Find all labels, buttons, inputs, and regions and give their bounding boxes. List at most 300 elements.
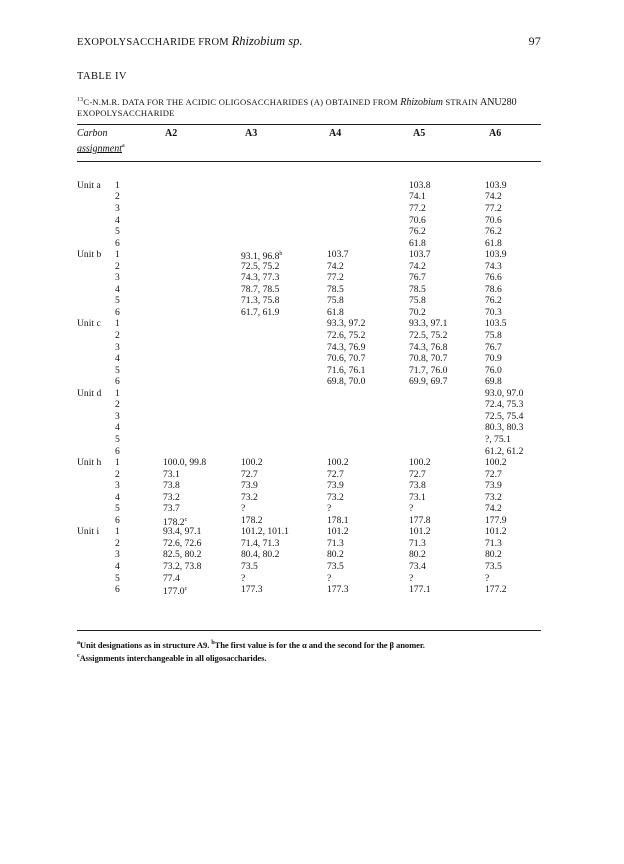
cell-a4-value: 72.6, 75.2 bbox=[327, 330, 366, 341]
table-row bbox=[77, 561, 541, 572]
table-row bbox=[77, 376, 541, 387]
cell-pos bbox=[115, 561, 120, 572]
cell-a6 bbox=[485, 330, 502, 341]
cell-a6 bbox=[485, 492, 502, 503]
cell-a5 bbox=[409, 180, 431, 191]
cell-a5-value: ? bbox=[409, 503, 414, 515]
cell-a6-value: 103.9 bbox=[485, 179, 507, 191]
cell-pos-value: 4 bbox=[115, 353, 120, 365]
cell-a3-value: 178.2 bbox=[241, 514, 263, 526]
cell-a6-value: 101.2 bbox=[485, 526, 507, 538]
cell-a6-value: ?, 75.1 bbox=[485, 433, 511, 445]
cell-a2-value: 73.2 bbox=[163, 491, 180, 503]
table-row bbox=[77, 549, 541, 560]
cell-a4-value: 69.8, 70.0 bbox=[327, 376, 366, 388]
cell-a4 bbox=[327, 480, 344, 491]
cell-a6-value: 76.6 bbox=[485, 272, 502, 284]
cell-a6 bbox=[485, 526, 507, 537]
cell-pos bbox=[115, 434, 120, 445]
cell-pos-value: 3 bbox=[115, 480, 120, 492]
cell-a6-value: 93.0, 97.0 bbox=[485, 387, 524, 399]
cell-a3 bbox=[241, 573, 245, 584]
cell-a2 bbox=[163, 538, 201, 549]
cell-a6 bbox=[485, 469, 502, 480]
cell-a5 bbox=[409, 469, 426, 480]
cell-a6-value: 80.3, 80.3 bbox=[485, 422, 524, 434]
cell-a6-value: 61.2, 61.2 bbox=[485, 445, 524, 457]
cell-a2-value: 73.1 bbox=[163, 468, 180, 480]
cell-a6-value: 103.5 bbox=[485, 318, 507, 330]
cell-a3-value: 101.2, 101.1 bbox=[241, 526, 289, 538]
cell-a6-value: 70.3 bbox=[485, 306, 502, 318]
table-row bbox=[77, 203, 541, 214]
cell-a2 bbox=[163, 549, 201, 560]
cell-a5-value: 73.4 bbox=[409, 561, 426, 572]
cell-a5-value: 74.1 bbox=[409, 191, 426, 203]
cell-a5 bbox=[409, 353, 447, 364]
cell-a6 bbox=[485, 365, 502, 376]
cell-a3-value: 78.7, 78.5 bbox=[241, 283, 280, 295]
cell-pos bbox=[115, 307, 120, 318]
cell-a5-value: 73.8 bbox=[409, 480, 426, 492]
running-title-genus: Rhizobium sp. bbox=[231, 34, 303, 48]
cell-unit bbox=[77, 526, 99, 537]
cell-a5 bbox=[409, 295, 426, 306]
table-row bbox=[77, 295, 541, 306]
cell-a6 bbox=[485, 422, 523, 433]
cell-pos bbox=[115, 238, 120, 249]
cell-pos-value: 3 bbox=[115, 272, 120, 284]
cell-a3-value: ? bbox=[241, 572, 246, 584]
cell-a3-value: ? bbox=[241, 503, 246, 515]
cell-a5 bbox=[409, 561, 426, 572]
cell-a5 bbox=[409, 272, 426, 283]
cell-pos bbox=[115, 526, 120, 537]
cell-a2-value: 177.0 bbox=[163, 586, 185, 598]
cell-a5 bbox=[409, 330, 447, 341]
cell-a6 bbox=[485, 342, 502, 353]
cell-a4-value: 74.2 bbox=[327, 260, 344, 272]
cell-a3 bbox=[241, 480, 258, 491]
footnote-a-mark: a bbox=[77, 639, 80, 646]
cell-pos-value: 4 bbox=[115, 214, 120, 226]
cell-a3 bbox=[241, 307, 279, 318]
cell-a4 bbox=[327, 526, 349, 537]
cell-a5-value: 76.7 bbox=[409, 272, 426, 284]
footnote-b-mark: b bbox=[211, 639, 215, 646]
cell-a3-value: 73.9 bbox=[241, 480, 258, 492]
cell-a4 bbox=[327, 503, 331, 514]
cell-a4 bbox=[327, 342, 365, 353]
cell-a2 bbox=[163, 573, 180, 584]
table-row bbox=[77, 399, 541, 410]
cell-pos-value: 6 bbox=[115, 514, 120, 526]
cell-a4-value: 74.3, 76.9 bbox=[327, 341, 366, 353]
header-a6: A6 bbox=[489, 127, 502, 139]
table-row bbox=[77, 272, 541, 283]
cell-a4 bbox=[327, 318, 365, 329]
cell-a5-value: 100.2 bbox=[409, 457, 431, 469]
cell-a6-value: 74.3 bbox=[485, 260, 502, 272]
cell-pos bbox=[115, 422, 120, 433]
cell-a4 bbox=[327, 492, 344, 503]
cell-a6-value: 69.8 bbox=[485, 376, 502, 388]
cell-a2 bbox=[163, 492, 180, 503]
cell-a3-value: 71.4, 71.3 bbox=[241, 537, 280, 549]
cell-a5 bbox=[409, 457, 431, 468]
cell-pos-value: 2 bbox=[115, 330, 120, 341]
cell-a5-value: 74.3, 76.8 bbox=[409, 341, 448, 353]
cell-pos-value: 5 bbox=[115, 572, 120, 584]
cell-pos bbox=[115, 503, 120, 514]
cell-footnote-mark: b bbox=[279, 251, 283, 258]
cell-a5-value: 75.8 bbox=[409, 295, 426, 307]
caption-superscript: 13 bbox=[77, 97, 84, 103]
cell-pos-value: 5 bbox=[115, 503, 120, 515]
cell-a6-value: 72.5, 75.4 bbox=[485, 410, 524, 422]
cell-a4-value: 103.7 bbox=[327, 249, 349, 261]
cell-a4 bbox=[327, 330, 365, 341]
cell-a3-value: 177.3 bbox=[241, 584, 263, 596]
cell-a6 bbox=[485, 538, 502, 549]
cell-a6-value: 78.6 bbox=[485, 283, 502, 295]
cell-a2-value: 73.8 bbox=[163, 480, 180, 492]
cell-a3 bbox=[241, 457, 263, 468]
cell-a6-value: 103.9 bbox=[485, 249, 507, 261]
cell-a6-value: ? bbox=[485, 572, 490, 584]
cell-pos-value: 5 bbox=[115, 364, 120, 376]
cell-a6 bbox=[485, 238, 502, 249]
cell-pos bbox=[115, 573, 120, 584]
caption-genus: Rhizobium bbox=[400, 96, 444, 108]
cell-a4 bbox=[327, 515, 349, 526]
cell-a3 bbox=[241, 492, 258, 503]
cell-a6 bbox=[485, 284, 502, 295]
table-row bbox=[77, 411, 541, 422]
cell-a5-value: 70.6 bbox=[409, 214, 426, 226]
cell-a6-value: 70.6 bbox=[485, 214, 502, 226]
cell-pos bbox=[115, 272, 120, 283]
cell-pos-value: 1 bbox=[115, 249, 120, 261]
cell-a6-value: 70.9 bbox=[485, 353, 502, 365]
cell-a3-value: 93.1, 96.8 bbox=[241, 251, 280, 263]
cell-a4-value: 77.2 bbox=[327, 272, 344, 284]
cell-pos bbox=[115, 411, 120, 422]
cell-a6 bbox=[485, 307, 502, 318]
table-row bbox=[77, 492, 541, 503]
cell-unit-value: Unit i bbox=[77, 526, 100, 538]
cell-a3 bbox=[241, 503, 245, 514]
cell-pos bbox=[115, 549, 120, 560]
cell-pos bbox=[115, 318, 120, 329]
cell-a6-value: 73.5 bbox=[485, 561, 502, 572]
cell-a6 bbox=[485, 573, 489, 584]
cell-a3 bbox=[241, 272, 279, 283]
cell-a6-value: 71.3 bbox=[485, 537, 502, 549]
cell-a5 bbox=[409, 376, 447, 387]
cell-a6-value: 177.2 bbox=[485, 584, 507, 596]
cell-a5-value: 61.8 bbox=[409, 237, 426, 249]
cell-a6-value: 76.0 bbox=[485, 364, 502, 376]
cell-pos-value: 6 bbox=[115, 306, 120, 318]
cell-a3 bbox=[241, 284, 279, 295]
cell-a5-value: 93.3, 97.1 bbox=[409, 318, 448, 330]
cell-a4 bbox=[327, 284, 344, 295]
footnote-c-text: Assignments interchangeable in all oligosaccharides. bbox=[79, 652, 267, 663]
cell-pos-value: 1 bbox=[115, 457, 120, 469]
cell-a6 bbox=[485, 180, 507, 191]
cell-unit bbox=[77, 180, 101, 191]
cell-a5 bbox=[409, 261, 426, 272]
cell-pos-value: 2 bbox=[115, 468, 120, 480]
cell-pos-value: 5 bbox=[115, 226, 120, 238]
cell-a4 bbox=[327, 376, 365, 387]
cell-a3 bbox=[241, 584, 263, 595]
cell-a6-value: 72.4, 75.3 bbox=[485, 399, 524, 411]
cell-a4-value: ? bbox=[327, 572, 332, 584]
cell-a6-value: 74.2 bbox=[485, 503, 502, 515]
cell-a5 bbox=[409, 238, 426, 249]
header-carbon-assignment bbox=[77, 128, 125, 155]
cell-a3-value: 73.2 bbox=[241, 491, 258, 503]
cell-a6 bbox=[485, 249, 507, 260]
table-row bbox=[77, 573, 541, 584]
cell-a5 bbox=[409, 365, 447, 376]
cell-a6-value: 76.2 bbox=[485, 226, 502, 238]
cell-a6-value: 80.2 bbox=[485, 549, 502, 561]
cell-pos bbox=[115, 365, 120, 376]
table-row bbox=[77, 584, 541, 598]
cell-pos-value: 1 bbox=[115, 526, 120, 538]
running-head bbox=[77, 34, 541, 49]
cell-pos bbox=[115, 249, 120, 260]
cell-a5 bbox=[409, 503, 413, 514]
table-row bbox=[77, 388, 541, 399]
header-carbon-line1: Carbon bbox=[77, 127, 108, 139]
table-row bbox=[77, 238, 541, 249]
table-row bbox=[77, 307, 541, 318]
cell-a3-value: 72.5, 75.2 bbox=[241, 260, 280, 272]
cell-a3 bbox=[241, 469, 258, 480]
cell-a6 bbox=[485, 584, 507, 595]
cell-a4-value: 73.5 bbox=[327, 561, 344, 572]
cell-pos-value: 5 bbox=[115, 295, 120, 307]
cell-a5-value: 74.2 bbox=[409, 260, 426, 272]
cell-pos-value: 5 bbox=[115, 433, 120, 445]
cell-a4-value: 101.2 bbox=[327, 526, 349, 538]
cell-pos-value: 6 bbox=[115, 376, 120, 388]
cell-a5 bbox=[409, 538, 426, 549]
footnote-b-text: The first value is for the α and the second for the β anomer. bbox=[214, 639, 425, 650]
cell-a5 bbox=[409, 549, 426, 560]
cell-a4-value: 80.2 bbox=[327, 549, 344, 561]
cell-pos bbox=[115, 399, 120, 410]
cell-pos bbox=[115, 295, 120, 306]
cell-pos-value: 3 bbox=[115, 341, 120, 353]
cell-a5-value: 70.8, 70.7 bbox=[409, 353, 448, 365]
cell-pos bbox=[115, 515, 120, 526]
cell-a6-value: 77.2 bbox=[485, 202, 502, 214]
cell-a5-value: 101.2 bbox=[409, 526, 431, 538]
cell-a2-value: 82.5, 80.2 bbox=[163, 549, 202, 561]
cell-a2 bbox=[163, 457, 206, 468]
cell-a6 bbox=[485, 515, 507, 526]
cell-a6 bbox=[485, 549, 502, 560]
cell-a5 bbox=[409, 573, 413, 584]
cell-a2 bbox=[163, 469, 180, 480]
header-carbon-line2: assignment bbox=[77, 143, 122, 155]
cell-a4-value: 71.6, 76.1 bbox=[327, 364, 366, 376]
cell-a5 bbox=[409, 284, 426, 295]
running-title-caps: EXOPOLYSACCHARIDE FROM bbox=[77, 37, 232, 48]
cell-pos-value: 2 bbox=[115, 260, 120, 272]
cell-a3 bbox=[241, 549, 279, 560]
cell-pos-value: 4 bbox=[115, 561, 120, 572]
journal-page bbox=[77, 34, 541, 664]
cell-a3 bbox=[241, 261, 279, 272]
cell-pos-value: 2 bbox=[115, 191, 120, 203]
cell-unit-value: Unit d bbox=[77, 387, 102, 399]
cell-a6 bbox=[485, 434, 511, 445]
cell-pos bbox=[115, 457, 120, 468]
cell-a5 bbox=[409, 307, 426, 318]
cell-pos bbox=[115, 203, 120, 214]
cell-a2 bbox=[163, 503, 180, 514]
cell-a3-value: 100.2 bbox=[241, 457, 263, 469]
cell-a3-value: 71.3, 75.8 bbox=[241, 295, 280, 307]
caption-text-strain: STRAIN bbox=[443, 96, 480, 107]
cell-a4-value: 177.3 bbox=[327, 584, 349, 596]
cell-pos-value: 1 bbox=[115, 387, 120, 399]
cell-pos bbox=[115, 191, 120, 202]
table-row bbox=[77, 422, 541, 433]
cell-a6-value: 76.7 bbox=[485, 341, 502, 353]
cell-pos-value: 3 bbox=[115, 549, 120, 561]
cell-a6 bbox=[485, 446, 523, 457]
cell-a6-value: 76.2 bbox=[485, 295, 502, 307]
cell-a5-value: 70.2 bbox=[409, 306, 426, 318]
cell-a3 bbox=[241, 561, 258, 572]
cell-a2-value: 73.2, 73.8 bbox=[163, 561, 202, 572]
cell-a5 bbox=[409, 526, 431, 537]
cell-a4-value: 61.8 bbox=[327, 306, 344, 318]
table-row bbox=[77, 318, 541, 329]
cell-a2-value: 73.7 bbox=[163, 503, 180, 515]
header-carbon-footnote-mark: a bbox=[122, 142, 125, 149]
cell-a6 bbox=[485, 215, 502, 226]
table-row bbox=[77, 434, 541, 445]
cell-a5-value: 103.7 bbox=[409, 249, 431, 261]
cell-unit-value: Unit h bbox=[77, 457, 102, 469]
cell-pos bbox=[115, 469, 120, 480]
cell-pos-value: 6 bbox=[115, 237, 120, 249]
cell-pos bbox=[115, 215, 120, 226]
cell-a5 bbox=[409, 480, 426, 491]
caption-text-end: EXOPOLYSACCHARIDE bbox=[77, 107, 175, 118]
header-a2: A2 bbox=[165, 127, 178, 139]
cell-pos bbox=[115, 388, 120, 399]
table-row bbox=[77, 342, 541, 353]
cell-a4 bbox=[327, 469, 344, 480]
cell-a4 bbox=[327, 561, 344, 572]
cell-a5-value: 78.5 bbox=[409, 283, 426, 295]
cell-footnote-mark: c bbox=[184, 516, 188, 523]
cell-a5 bbox=[409, 215, 426, 226]
cell-a2-value: 72.6, 72.6 bbox=[163, 537, 202, 549]
cell-a6 bbox=[485, 376, 502, 387]
cell-a6 bbox=[485, 203, 502, 214]
cell-pos bbox=[115, 538, 120, 549]
table-caption bbox=[77, 95, 541, 119]
cell-pos bbox=[115, 584, 120, 595]
cell-pos-value: 2 bbox=[115, 537, 120, 549]
cell-a5 bbox=[409, 342, 447, 353]
table-row bbox=[77, 526, 541, 537]
cell-a3-value: 72.7 bbox=[241, 468, 258, 480]
cell-a5-value: 103.8 bbox=[409, 179, 431, 191]
cell-pos-value: 3 bbox=[115, 410, 120, 422]
cell-a6-value: 72.7 bbox=[485, 468, 502, 480]
cell-pos-value: 6 bbox=[115, 445, 120, 457]
table-row bbox=[77, 480, 541, 491]
cell-a3 bbox=[241, 515, 263, 526]
cell-a3-value: 61.7, 61.9 bbox=[241, 306, 280, 318]
cell-pos bbox=[115, 492, 120, 503]
cell-a4-value: 178.1 bbox=[327, 514, 349, 526]
caption-text: C-N.M.R. DATA FOR THE ACIDIC OLIGOSACCHARIDES (A) OBTAINED FROM bbox=[83, 96, 401, 107]
running-title bbox=[77, 34, 303, 49]
cell-pos bbox=[115, 480, 120, 491]
cell-pos-value: 4 bbox=[115, 422, 120, 434]
cell-pos bbox=[115, 376, 120, 387]
cell-a6-value: 74.2 bbox=[485, 191, 502, 203]
cell-a6-value: 100.2 bbox=[485, 457, 507, 469]
cell-pos bbox=[115, 180, 120, 191]
cell-a5-value: 177.8 bbox=[409, 514, 431, 526]
page-number: 97 bbox=[528, 34, 541, 48]
cell-a4 bbox=[327, 584, 349, 595]
cell-a2 bbox=[163, 480, 180, 491]
cell-pos-value: 4 bbox=[115, 283, 120, 295]
cell-a4-value: 71.3 bbox=[327, 537, 344, 549]
cell-a6 bbox=[485, 411, 523, 422]
cell-a5-value: 76.2 bbox=[409, 226, 426, 238]
cell-a4-value: 78.5 bbox=[327, 283, 344, 295]
cell-a4 bbox=[327, 457, 349, 468]
cell-a5-value: 73.1 bbox=[409, 491, 426, 503]
cell-a6 bbox=[485, 457, 507, 468]
cell-pos bbox=[115, 226, 120, 237]
cell-a2-value: 178.2 bbox=[163, 516, 185, 528]
cell-a2-value: 100.0, 99.8 bbox=[163, 457, 207, 469]
cell-footnote-mark: c bbox=[184, 586, 188, 593]
cell-a3-value: 74.3, 77.3 bbox=[241, 272, 280, 284]
cell-pos-value: 4 bbox=[115, 491, 120, 503]
cell-a2-value: 77.4 bbox=[163, 572, 180, 584]
header-a4: A4 bbox=[329, 127, 342, 139]
cell-a6 bbox=[485, 261, 502, 272]
cell-pos bbox=[115, 342, 120, 353]
table-bottom-rule bbox=[77, 630, 541, 631]
cell-a5-value: 72.7 bbox=[409, 468, 426, 480]
header-a5: A5 bbox=[413, 127, 426, 139]
cell-a4 bbox=[327, 307, 344, 318]
cell-a4 bbox=[327, 573, 331, 584]
cell-a4 bbox=[327, 249, 349, 260]
table-row bbox=[77, 180, 541, 191]
table-header bbox=[77, 125, 541, 161]
cell-unit bbox=[77, 388, 101, 399]
